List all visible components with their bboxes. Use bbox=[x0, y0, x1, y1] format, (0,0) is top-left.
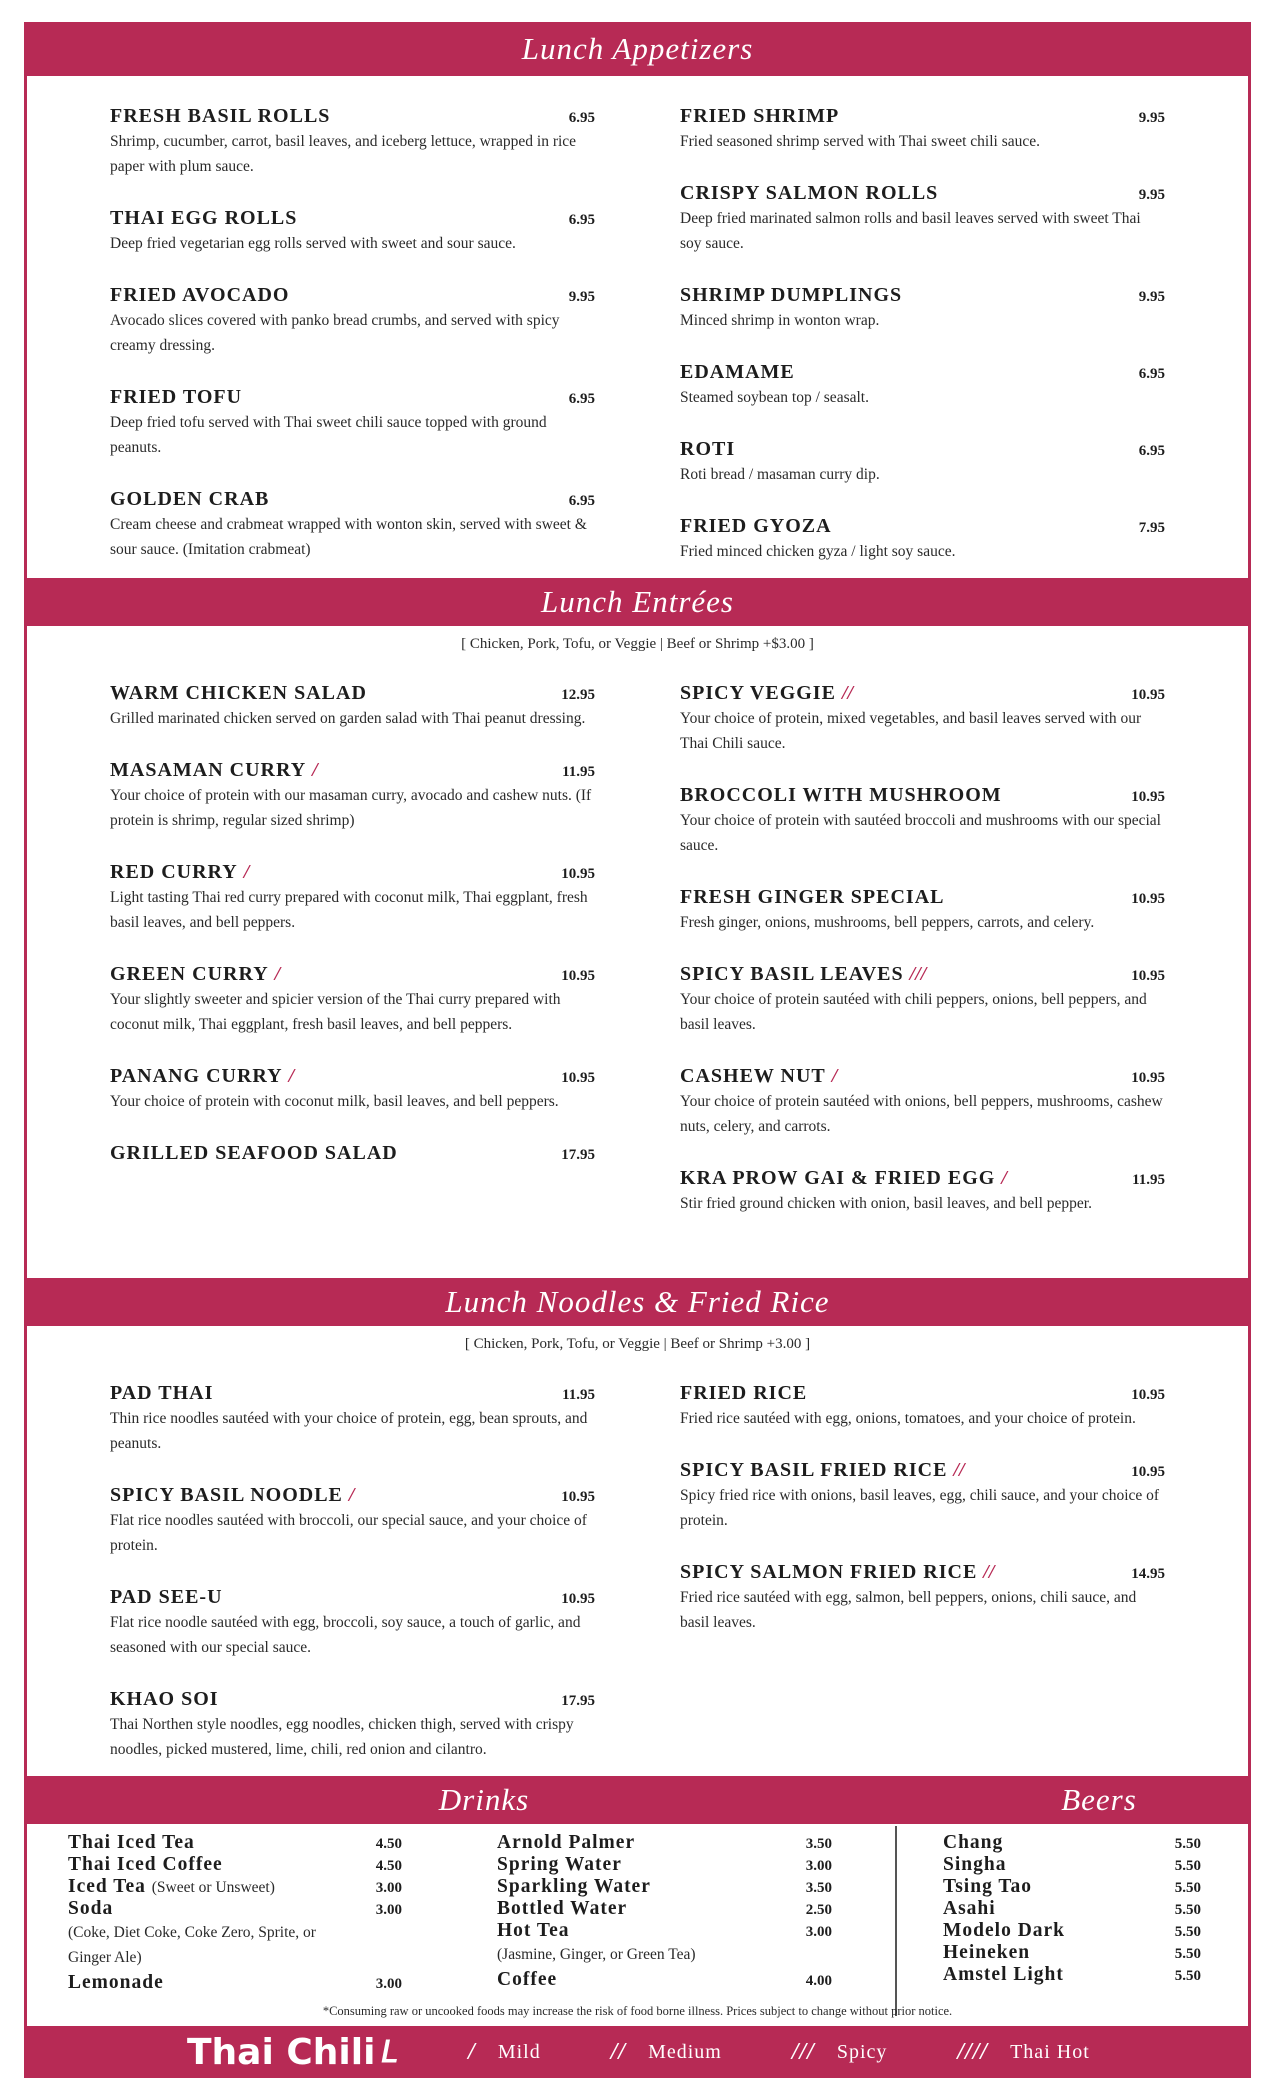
menu-item-name: FRIED AVOCADO bbox=[110, 284, 290, 306]
drink-name: Hot Tea bbox=[497, 1920, 570, 1941]
noodles-left-column bbox=[110, 1382, 595, 1790]
menu-item-name: GREEN CURRY / bbox=[110, 963, 281, 985]
menu-item-head bbox=[110, 861, 595, 884]
menu-item-name: GOLDEN CRAB bbox=[110, 488, 270, 510]
menu-item-description: Deep fried marinated salmon rolls and basil leaves served with sweet Thai soy sauce. bbox=[680, 210, 1141, 252]
menu-item-head bbox=[110, 386, 595, 409]
menu-item-head bbox=[110, 105, 595, 128]
drink-item bbox=[943, 1832, 1201, 1854]
chili-pepper-icon: / bbox=[468, 2038, 476, 2065]
drink-item bbox=[497, 1832, 832, 1854]
menu-item bbox=[110, 105, 595, 179]
menu-item-description: Your choice of protein sautéed with onions, bell peppers, mushrooms, cashew nuts, celery, and carrots. bbox=[680, 1093, 1163, 1135]
drink-name: Thai Iced Coffee bbox=[68, 1854, 223, 1875]
spice-legend bbox=[468, 2039, 1090, 2066]
drink-item-coffee bbox=[497, 1969, 832, 1991]
menu-item-description: Fried minced chicken gyza / light soy sauce. bbox=[680, 543, 956, 560]
menu-item bbox=[680, 963, 1165, 1037]
chili-pepper-icon: / bbox=[288, 1065, 295, 1087]
menu-item-head bbox=[110, 759, 595, 782]
menu-item-price: 10.95 bbox=[1131, 891, 1165, 907]
thai-chili-logo: Thai Chili bbox=[187, 2031, 376, 2073]
menu-item-head bbox=[680, 284, 1165, 307]
drink-item bbox=[943, 1854, 1201, 1876]
drink-item bbox=[497, 1898, 832, 1920]
menu-item-name: SPICY BASIL LEAVES /// bbox=[680, 963, 927, 985]
menu-item-description: Your choice of protein sautéed with chili peppers, onions, bell peppers, and basil leaves. bbox=[680, 991, 1147, 1033]
drink-price: 5.50 bbox=[1174, 1946, 1201, 1962]
menu-item-description: Your choice of protein with sautéed broccoli and mushrooms with our special sauce. bbox=[680, 812, 1161, 854]
menu-item-description: Shrimp, cucumber, carrot, basil leaves, and iceberg lettuce, wrapped in rice paper with plum sauce. bbox=[110, 133, 577, 175]
menu-item-name: RED CURRY / bbox=[110, 861, 250, 883]
drink-item bbox=[943, 1942, 1201, 1964]
drink-name: Thai Iced Tea bbox=[68, 1832, 195, 1853]
menu-item-head bbox=[110, 1065, 595, 1088]
noodles-header bbox=[24, 1278, 1251, 1326]
drink-price: 5.50 bbox=[1174, 1902, 1201, 1918]
hot-tea-note: (Jasmine, Ginger, or Green Tea) bbox=[497, 1946, 696, 1963]
chili-pepper-icon: /// bbox=[909, 963, 927, 985]
menu-item-head bbox=[680, 886, 1165, 909]
drink-price: 3.00 bbox=[375, 1880, 402, 1896]
menu-item-description: Deep fried vegetarian egg rolls served with sweet and sour sauce. bbox=[110, 235, 516, 252]
menu-item-head bbox=[680, 1065, 1165, 1088]
drink-price: 5.50 bbox=[1174, 1858, 1201, 1874]
menu-item-price: 9.95 bbox=[1138, 110, 1165, 126]
menu-item-name: PAD SEE-U bbox=[110, 1586, 223, 1608]
drink-item bbox=[68, 1898, 402, 1920]
menu-item bbox=[110, 386, 595, 460]
menu-item-description: Your choice of protein with coconut milk, basil leaves, and bell peppers. bbox=[110, 1093, 559, 1110]
menu-item-name: MASAMAN CURRY / bbox=[110, 759, 318, 781]
menu-item-head bbox=[680, 1382, 1165, 1405]
drink-name: Tsing Tao bbox=[943, 1876, 1033, 1897]
menu-item-head bbox=[110, 1382, 595, 1405]
chili-pepper-icon: / bbox=[1001, 1167, 1007, 1189]
menu-item bbox=[110, 963, 595, 1037]
drink-price: 5.50 bbox=[1174, 1836, 1201, 1852]
menu-item-price: 10.95 bbox=[1131, 968, 1165, 984]
drinks-title: Drinks bbox=[438, 1782, 530, 1817]
drink-note: (Sweet or Unsweet) bbox=[151, 1879, 275, 1896]
menu-item-price: 10.95 bbox=[1131, 1070, 1165, 1086]
menu-item-head bbox=[680, 682, 1165, 705]
menu-item-price: 9.95 bbox=[1138, 187, 1165, 203]
drink-name: Sparkling Water bbox=[497, 1876, 651, 1897]
menu-item-name: PANANG CURRY / bbox=[110, 1065, 295, 1087]
drink-price: 5.50 bbox=[1174, 1880, 1201, 1896]
menu-item-description: Fried rice sautéed with egg, salmon, bell peppers, onions, chili sauce, and basil leaves. bbox=[680, 1589, 1137, 1631]
drinks-column-2 bbox=[497, 1832, 832, 1991]
menu-item-head bbox=[110, 488, 595, 511]
menu-item-price: 10.95 bbox=[561, 968, 595, 984]
menu-item-description: Deep fried tofu served with Thai sweet chili sauce topped with ground peanuts. bbox=[110, 414, 547, 456]
drink-name: Asahi bbox=[943, 1898, 996, 1919]
menu-item bbox=[680, 361, 1165, 410]
menu-item bbox=[680, 1459, 1165, 1533]
drink-item bbox=[943, 1898, 1201, 1920]
menu-item-name: CASHEW NUT / bbox=[680, 1065, 838, 1087]
chili-pepper-icon: // bbox=[841, 682, 854, 704]
menu-item bbox=[680, 682, 1165, 756]
menu-item-head bbox=[680, 784, 1165, 807]
menu-item-name: FRIED SHRIMP bbox=[680, 105, 840, 127]
drink-item bbox=[943, 1920, 1201, 1942]
menu-item-description: Grilled marinated chicken served on garden salad with Thai peanut dressing. bbox=[110, 710, 586, 727]
drink-price: 2.50 bbox=[805, 1902, 832, 1918]
menu-item-name: CRISPY SALMON ROLLS bbox=[680, 182, 939, 204]
chili-pepper-icon: //// bbox=[957, 2038, 989, 2065]
menu-item-head bbox=[110, 682, 595, 705]
menu-item bbox=[110, 759, 595, 833]
menu-item-price: 11.95 bbox=[562, 764, 595, 780]
menu-item bbox=[110, 207, 595, 256]
menu-item-name: SHRIMP DUMPLINGS bbox=[680, 284, 903, 306]
footer-bar bbox=[24, 2026, 1251, 2078]
drink-price: 4.00 bbox=[805, 1973, 832, 1989]
entrees-right-column bbox=[680, 682, 1165, 1244]
menu-item bbox=[110, 1142, 595, 1165]
drink-item bbox=[497, 1876, 832, 1898]
menu-item bbox=[110, 1484, 595, 1558]
menu-item-name: KHAO SOI bbox=[110, 1688, 219, 1710]
menu-item-name: EDAMAME bbox=[680, 361, 795, 383]
drink-item bbox=[68, 1832, 402, 1854]
menu-item-name: FRESH GINGER SPECIAL bbox=[680, 886, 945, 908]
menu-item-description: Thai Northen style noodles, egg noodles, chicken thigh, served with crispy noodles, picked mustered, lime, chili, red onion and cilantro. bbox=[110, 1716, 574, 1758]
chili-pepper-icon: // bbox=[983, 1561, 995, 1583]
menu-item bbox=[110, 284, 595, 358]
chili-logo-icon: 𝘓 bbox=[381, 2034, 399, 2070]
menu-item-price: 11.95 bbox=[1132, 1172, 1165, 1188]
appetizers-title: Lunch Appetizers bbox=[521, 31, 754, 66]
menu-item-head bbox=[680, 182, 1165, 205]
menu-item bbox=[680, 182, 1165, 256]
menu-item bbox=[110, 861, 595, 935]
menu-item-description: Your choice of protein with our masaman curry, avocado and cashew nuts. (If protein is shrimp, regular sized shrimp) bbox=[110, 787, 592, 829]
menu-item-description: Light tasting Thai red curry prepared with coconut milk, Thai eggplant, fresh basil leaves, and bell peppers. bbox=[110, 889, 588, 931]
menu-item bbox=[680, 284, 1165, 333]
drinks-list-1 bbox=[68, 1832, 402, 1920]
menu-item-description: Your choice of protein, mixed vegetables, and basil leaves served with our Thai Chili sauce. bbox=[680, 710, 1142, 752]
menu-item-name: FRIED RICE bbox=[680, 1382, 808, 1404]
menu-item bbox=[680, 886, 1165, 935]
menu-item-head bbox=[110, 1484, 595, 1507]
spice-legend-label: Thai Hot bbox=[1010, 2040, 1090, 2063]
soda-note-line-2: Ginger Ale) bbox=[68, 1949, 142, 1966]
chili-pepper-icon: // bbox=[610, 2038, 627, 2065]
menu-item-price: 9.95 bbox=[568, 289, 595, 305]
drink-name: Soda bbox=[68, 1898, 114, 1919]
menu-item-head bbox=[110, 963, 595, 986]
menu-item-name: WARM CHICKEN SALAD bbox=[110, 682, 367, 704]
menu-item bbox=[680, 1065, 1165, 1139]
menu-item-price: 6.95 bbox=[568, 212, 595, 228]
menu-item-name: SPICY SALMON FRIED RICE // bbox=[680, 1561, 995, 1583]
spice-legend-label: Spicy bbox=[836, 2040, 888, 2063]
menu-item-price: 6.95 bbox=[568, 493, 595, 509]
menu-item-name: FRIED GYOZA bbox=[680, 515, 832, 537]
drink-price: 3.00 bbox=[805, 1924, 832, 1940]
menu-item-description: Flat rice noodles sautéed with broccoli, our special sauce, and your choice of protein. bbox=[110, 1512, 587, 1554]
drink-item bbox=[943, 1876, 1201, 1898]
drink-item bbox=[68, 1876, 402, 1898]
appetizers-header bbox=[24, 22, 1251, 76]
menu-item-head bbox=[110, 1586, 595, 1609]
menu-item-name: FRESH BASIL ROLLS bbox=[110, 105, 331, 127]
menu-item-head bbox=[110, 207, 595, 230]
menu-item-name: SPICY BASIL FRIED RICE // bbox=[680, 1459, 965, 1481]
menu-item bbox=[680, 1561, 1165, 1635]
chili-pepper-icon: / bbox=[348, 1484, 355, 1506]
drink-price: 3.50 bbox=[805, 1880, 832, 1896]
menu-item-name: THAI EGG ROLLS bbox=[110, 207, 298, 229]
drink-item bbox=[497, 1854, 832, 1876]
menu-item-price: 10.95 bbox=[561, 866, 595, 882]
menu-item-price: 6.95 bbox=[1138, 366, 1165, 382]
menu-item-price: 7.95 bbox=[1138, 520, 1165, 536]
drink-name: Singha bbox=[943, 1854, 1007, 1875]
menu-item-description: Steamed soybean top / seasalt. bbox=[680, 389, 869, 406]
menu-item-price: 17.95 bbox=[561, 1693, 595, 1709]
menu-item-price: 9.95 bbox=[1138, 289, 1165, 305]
menu-item-head bbox=[680, 1561, 1165, 1584]
beers-column bbox=[943, 1832, 1201, 1986]
menu-item-description: Your slightly sweeter and spicier version of the Thai curry prepared with coconut milk, Thai eggplant, fresh basil leaves, and bell peppers. bbox=[110, 991, 561, 1033]
menu-item bbox=[680, 784, 1165, 858]
menu-item-head bbox=[680, 515, 1165, 538]
menu-item-name: SPICY BASIL NOODLE / bbox=[110, 1484, 355, 1506]
drinks-column-1 bbox=[68, 1832, 402, 1994]
drink-price: 5.50 bbox=[1174, 1968, 1201, 1984]
drinks-beers-header bbox=[24, 1776, 1251, 1824]
drink-name: Amstel Light bbox=[943, 1964, 1064, 1985]
menu-item-description: Roti bread / masaman curry dip. bbox=[680, 466, 880, 483]
entrees-left-column bbox=[110, 682, 595, 1193]
menu-item-head bbox=[680, 105, 1165, 128]
menu-item-price: 10.95 bbox=[1131, 1464, 1165, 1480]
spice-legend-label: Mild bbox=[497, 2040, 541, 2063]
drinks-list-2 bbox=[497, 1832, 832, 1942]
drink-price: 3.00 bbox=[805, 1858, 832, 1874]
chili-pepper-icon: /// bbox=[791, 2038, 815, 2065]
menu-item bbox=[680, 105, 1165, 154]
drink-name: Bottled Water bbox=[497, 1898, 628, 1919]
menu-item-description: Fried rice sautéed with egg, onions, tomatoes, and your choice of protein. bbox=[680, 1410, 1136, 1427]
drink-name: Chang bbox=[943, 1832, 1004, 1853]
menu-item-price: 12.95 bbox=[561, 687, 595, 703]
menu-item bbox=[110, 682, 595, 731]
menu-item-description: Avocado slices covered with panko bread crumbs, and served with spicy creamy dressing. bbox=[110, 312, 560, 354]
drink-name: Spring Water bbox=[497, 1854, 622, 1875]
menu-item-price: 6.95 bbox=[568, 391, 595, 407]
menu-item-price: 10.95 bbox=[1131, 789, 1165, 805]
chili-pepper-icon: / bbox=[831, 1065, 838, 1087]
menu-item-name: PAD THAI bbox=[110, 1382, 214, 1404]
chili-pepper-icon: // bbox=[953, 1459, 965, 1481]
menu-item-description: Fresh ginger, onions, mushrooms, bell peppers, carrots, and celery. bbox=[680, 914, 1095, 931]
menu-item-name: ROTI bbox=[680, 438, 736, 460]
drink-name: Arnold Palmer bbox=[497, 1832, 636, 1853]
menu-item bbox=[110, 488, 595, 562]
menu-item-head bbox=[680, 963, 1165, 986]
menu-item-price: 10.95 bbox=[1131, 1387, 1165, 1403]
entrees-protein-note: [ Chicken, Pork, Tofu, or Veggie | Beef or Shrimp +$3.00 ] bbox=[461, 636, 814, 652]
menu-item-price: 14.95 bbox=[1131, 1566, 1165, 1582]
menu-item-head bbox=[680, 438, 1165, 461]
menu-item bbox=[110, 1382, 595, 1456]
menu-item-price: 6.95 bbox=[1138, 443, 1165, 459]
menu-item-price: 10.95 bbox=[1131, 687, 1165, 703]
menu-item bbox=[680, 1167, 1165, 1216]
menu-item bbox=[680, 438, 1165, 487]
menu-item-description: Fried seasoned shrimp served with Thai sweet chili sauce. bbox=[680, 133, 1040, 150]
drink-item-lemonade bbox=[68, 1972, 402, 1994]
menu-item-description: Flat rice noodle sautéed with egg, broccoli, soy sauce, a touch of garlic, and seasoned with our special sauce. bbox=[110, 1614, 581, 1656]
disclaimer: *Consuming raw or uncooked foods may increase the risk of food borne illness. Prices subject to change without prior notice. bbox=[322, 2004, 953, 2018]
entrees-header bbox=[24, 578, 1251, 626]
menu-item-price: 10.95 bbox=[561, 1591, 595, 1607]
drink-item bbox=[497, 1920, 832, 1942]
menu-item-description: Minced shrimp in wonton wrap. bbox=[680, 312, 880, 329]
appetizers-left-column bbox=[110, 105, 595, 590]
menu-item-name: GRILLED SEAFOOD SALAD bbox=[110, 1142, 398, 1164]
menu-item-head bbox=[680, 1459, 1165, 1482]
appetizers-right-column bbox=[680, 105, 1165, 592]
drink-name: Iced Tea (Sweet or Unsweet) bbox=[68, 1876, 275, 1897]
chili-pepper-icon: / bbox=[274, 963, 281, 985]
soda-note-line-1: (Coke, Diet Coke, Coke Zero, Sprite, or bbox=[68, 1924, 316, 1941]
drink-name: Lemonade bbox=[68, 1972, 164, 1993]
entrees-title: Lunch Entrées bbox=[541, 584, 734, 619]
menu-item-description: Cream cheese and crabmeat wrapped with wonton skin, served with sweet & sour sauce. (Imitation crabmeat) bbox=[110, 516, 587, 558]
menu-item-price: 11.95 bbox=[562, 1387, 595, 1403]
drink-price: 4.50 bbox=[375, 1836, 402, 1852]
drink-name: Modelo Dark bbox=[943, 1920, 1066, 1941]
drink-price: 5.50 bbox=[1174, 1924, 1201, 1940]
menu-item-head bbox=[110, 1688, 595, 1711]
menu-item-price: 10.95 bbox=[561, 1489, 595, 1505]
drink-price: 3.00 bbox=[375, 1902, 402, 1918]
chili-pepper-icon: / bbox=[312, 759, 318, 781]
menu-item-description: Spicy fried rice with onions, basil leaves, egg, chili sauce, and your choice of protein. bbox=[680, 1487, 1160, 1529]
drink-price: 4.50 bbox=[375, 1858, 402, 1874]
menu-item-head bbox=[110, 284, 595, 307]
menu-item-description: Thin rice noodles sautéed with your choice of protein, egg, bean sprouts, and peanuts. bbox=[110, 1410, 588, 1452]
menu-item-head bbox=[680, 361, 1165, 384]
drink-price: 3.00 bbox=[375, 1976, 402, 1992]
drink-name: Coffee bbox=[497, 1969, 558, 1990]
menu-item bbox=[110, 1586, 595, 1660]
drink-item bbox=[943, 1964, 1201, 1986]
menu-item-description: Stir fried ground chicken with onion, basil leaves, and bell pepper. bbox=[680, 1195, 1092, 1212]
chili-pepper-icon: / bbox=[243, 861, 250, 883]
menu-item-price: 6.95 bbox=[568, 110, 595, 126]
menu-item bbox=[680, 1382, 1165, 1431]
noodles-protein-note: [ Chicken, Pork, Tofu, or Veggie | Beef or Shrimp +3.00 ] bbox=[464, 1336, 811, 1352]
drinks-beers-divider bbox=[895, 1826, 897, 2016]
drink-name: Heineken bbox=[943, 1942, 1031, 1963]
noodles-title: Lunch Noodles & Fried Rice bbox=[445, 1284, 830, 1319]
noodles-right-column bbox=[680, 1382, 1165, 1663]
menu-item bbox=[110, 1688, 595, 1762]
menu-item-name: KRA PROW GAI & FRIED EGG / bbox=[680, 1167, 1007, 1189]
drink-item bbox=[68, 1854, 402, 1876]
menu-item-name: BROCCOLI WITH MUSHROOM bbox=[680, 784, 1002, 806]
menu-item bbox=[110, 1065, 595, 1114]
menu-item-name: SPICY VEGGIE // bbox=[680, 682, 854, 704]
menu-item bbox=[680, 515, 1165, 564]
menu-item-head bbox=[110, 1142, 595, 1165]
spice-legend-label: Medium bbox=[648, 2040, 722, 2063]
menu-item-head bbox=[680, 1167, 1165, 1190]
beers-title: Beers bbox=[1061, 1782, 1137, 1817]
drink-price: 3.50 bbox=[805, 1836, 832, 1852]
menu-item-price: 17.95 bbox=[561, 1147, 595, 1163]
menu-item-price: 10.95 bbox=[561, 1070, 595, 1086]
menu-item-name: FRIED TOFU bbox=[110, 386, 243, 408]
